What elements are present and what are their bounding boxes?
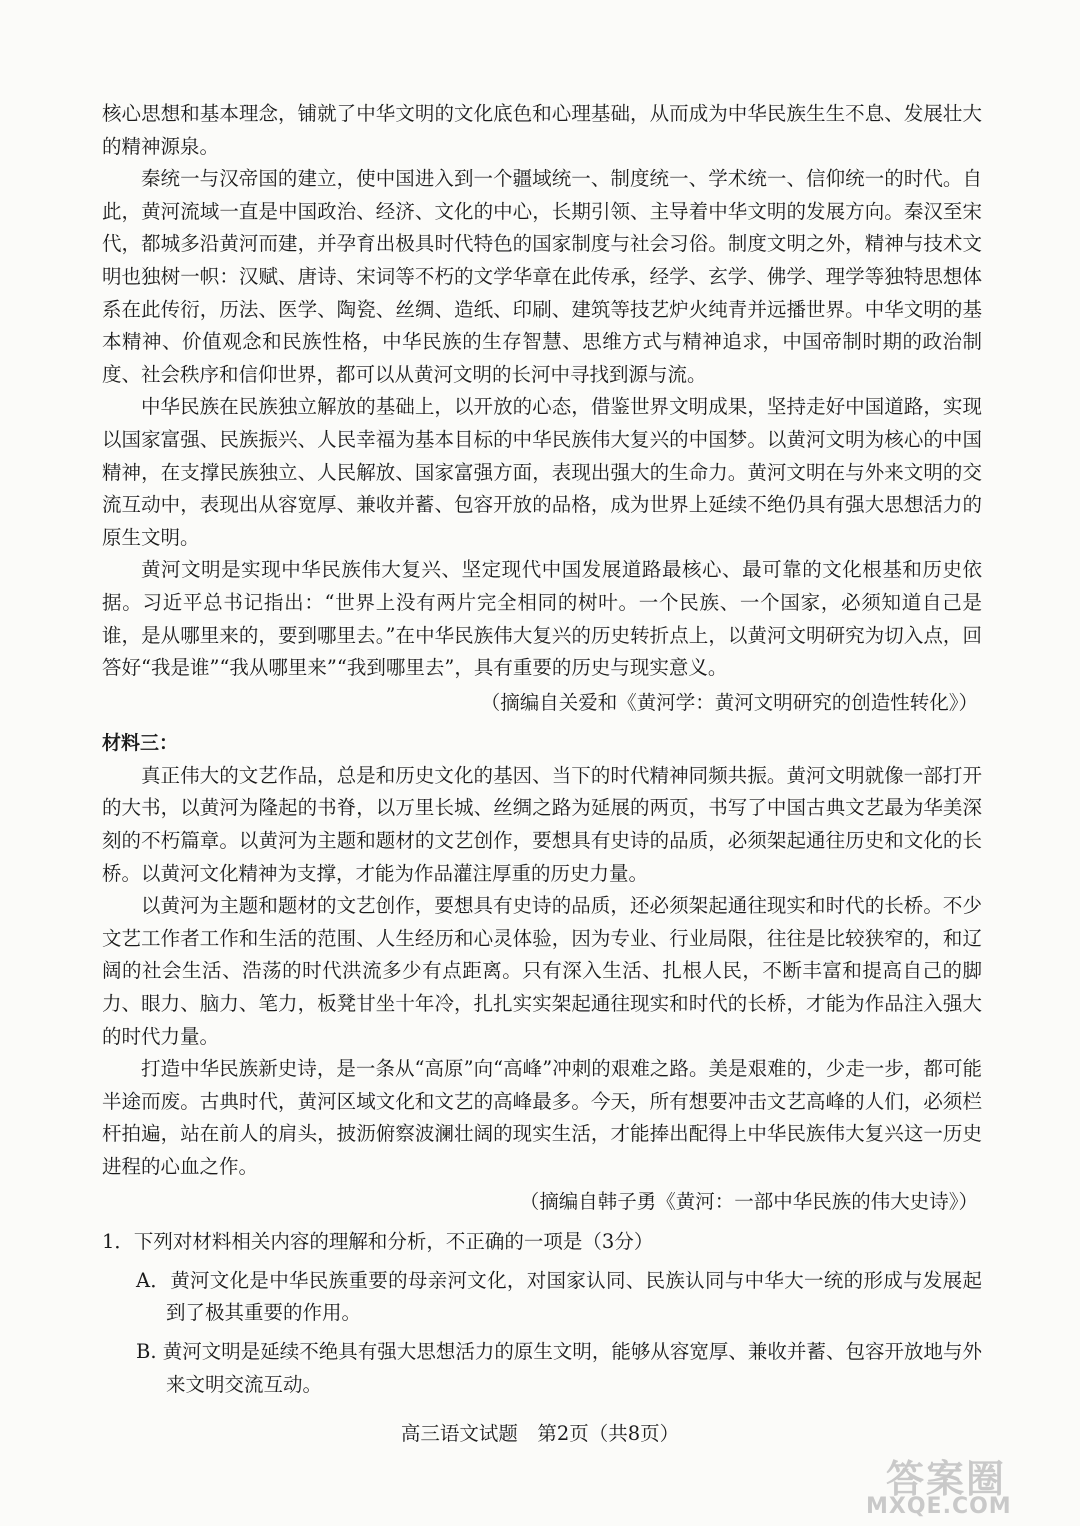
document-body	[102, 98, 982, 1401]
paragraph-revival: 中华民族在民族独立解放的基础上，以开放的心态，借鉴世界文明成果，坚持走好中国道路，实现以国家富强、民族振兴、人民幸福为基本目标的中华民族伟大复兴的中国梦。以黄河文明为核心的中国精神，在支撑民族独立、人民解放、国家富强方面，表现出强大的生命力。黄河文明在与外来文明的交流互动中，表现出从容宽厚、兼收并蓄、包容开放的品格，成为世界上延续不绝仍具有强大思想活力的原生文明。	[102, 395, 982, 549]
paragraph-continuation: 核心思想和基本理念，铺就了中华文明的文化底色和心理基础，从而成为中华民族生生不息、发展壮大的精神源泉。	[102, 102, 982, 158]
paragraph-material3-3: 打造中华民族新史诗，是一条从“高原”向“高峰”冲刺的艰难之路。美是艰难的，少走一步，都可能半途而废。古典时代，黄河区域文化和文艺的高峰最多。今天，所有想要冲击文艺高峰的人们，必须栏杆拍遍，站在前人的肩头，披沥俯察波澜壮阔的现实生活，才能捧出配得上中华民族伟大复兴这一历史进程的心血之作。	[102, 1057, 982, 1178]
section-heading-material-3: 材料三：	[102, 732, 179, 755]
page-footer: 高三语文试题 第2页（共8页）	[400, 1422, 680, 1445]
paragraph-material3-2: 以黄河为主题和题材的文艺创作，要想具有史诗的品质，还必须架起通往现实和时代的长桥。不少文艺工作者工作和生活的范围、人生经历和心灵体验，因为专业、行业局限，往往是比较狭窄的，和辽阔的社会生活、浩荡的时代洪流多少有点距离。只有深入生活、扎根人民，不断丰富和提高自己的脚力、眼力、脑力、笔力，板凳甘坐十年冷，扎扎实实架起通往现实和时代的长桥，才能为作品注入强大的时代力量。	[102, 894, 982, 1048]
source-citation-1: （摘编自关爱和《黄河学：黄河文明研究的创造性转化》）	[480, 690, 978, 714]
watermark	[858, 1448, 1028, 1520]
paragraph-foundation: 黄河文明是实现中华民族伟大复兴、坚定现代中国发展道路最核心、最可靠的文化根基和历史依据。习近平总书记指出：“世界上没有两片完全相同的树叶。一个民族、一个国家，必须知道自己是谁，是从哪里来的，要到哪里去。”在中华民族伟大复兴的历史转折点上，以黄河文明研究为切入点，回答好“我是谁”“我从哪里来”“我到哪里去”，具有重要的历史与现实意义。	[102, 558, 982, 680]
option-b: B. 黄河文明是延续不绝具有强大思想活力的原生文明，能够从容宽厚、兼收并蓄、包容开放地与外来文明交流互动。	[136, 1339, 982, 1396]
watermark-logo: 答案圈	[886, 1457, 1007, 1501]
question-1: 1．下列对材料相关内容的理解和分析，不正确的一项是（3分）	[102, 1230, 654, 1254]
paragraph-qin-han: 秦统一与汉帝国的建立，使中国进入到一个疆域统一、制度统一、学术统一、信仰统一的时代。自此，黄河流域一直是中国政治、经济、文化的中心，长期引领、主导着中华文明的发展方向。秦汉至宋代，都城多沿黄河而建，并孕育出极具时代特色的国家制度与社会习俗。制度文明之外，精神与技术文明也独树一帜：汉赋、唐诗、宋词等不朽的文学华章在此传承，经学、玄学、佛学、理学等独特思想体系在此传衍，历法、医学、陶瓷、丝绸、造纸、印刷、建筑等技艺炉火纯青并远播世界。中华文明的基本精神、价值观念和民族性格，中华民族的生存智慧、思维方式与精神追求，中国帝制时期的政治制度、社会秩序和信仰世界，都可以从黄河文明的长河中寻找到源与流。	[102, 167, 982, 386]
source-citation-2: （摘编自韩子勇《黄河：一部中华民族的伟大史诗》）	[519, 1189, 978, 1213]
option-a: A．黄河文化是中华民族重要的母亲河文化，对国家认同、民族认同与中华大一统的形成与发展起到了极其重要的作用。	[136, 1268, 982, 1325]
paragraph-material3-1: 真正伟大的文艺作品，总是和历史文化的基因、当下的时代精神同频共振。黄河文明就像一部打开的大书，以黄河为隆起的书脊，以万里长城、丝绸之路为延展的两页，书写了中国古典文艺最为华美深刻的不朽篇章。以黄河为主题和题材的文艺创作，要想具有史诗的品质，必须架起通往历史和文化的长桥。以黄河文化精神为支撑，才能为作品灌注厚重的历史力量。	[102, 763, 982, 885]
watermark-url: MXQE.COM	[866, 1494, 1012, 1519]
